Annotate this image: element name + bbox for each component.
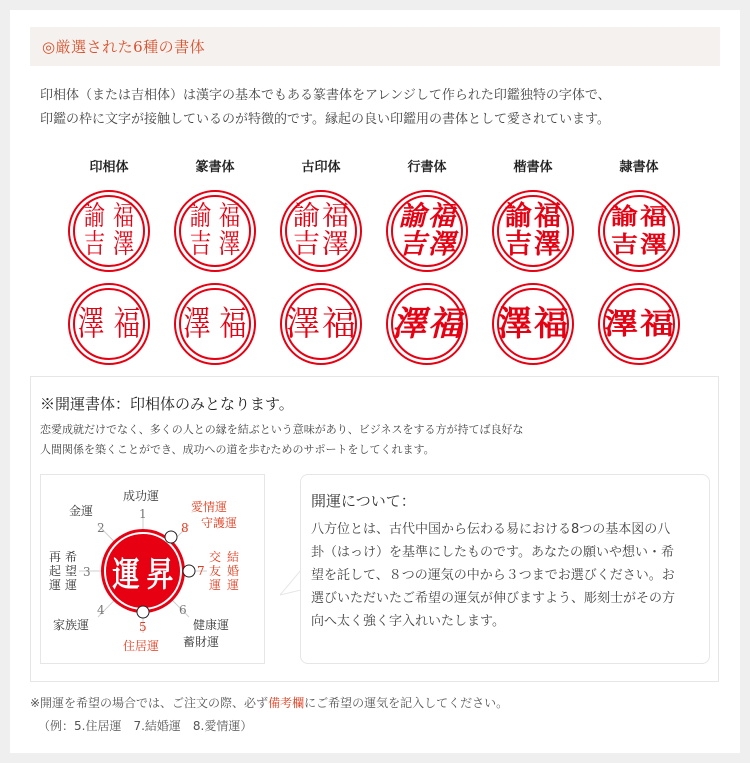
seal-four-char: 吉	[505, 229, 532, 260]
seal-four-char: 吉	[189, 229, 212, 260]
seal-characters	[70, 192, 148, 270]
about-kaiun-title: 開運について：	[311, 492, 416, 510]
seal-two-char: 福	[640, 307, 674, 341]
font-name-label: 印相体	[89, 160, 129, 175]
seal-four-char: 福	[534, 201, 561, 232]
seal-two-char: 福	[219, 304, 247, 344]
seal-column	[81, 203, 108, 259]
order-note	[30, 692, 508, 738]
seal-four-char: 福	[428, 201, 455, 232]
kaiun-description	[40, 420, 523, 460]
about-line: 八方位とは、古代中国から伝わる易における8つの基本図の八	[311, 522, 671, 537]
speech-bubble-tail	[280, 570, 302, 600]
font-name-label: 楷書体	[513, 160, 553, 175]
seal-four-char: 吉	[83, 229, 106, 260]
seal-column	[392, 306, 426, 342]
seal-characters	[282, 285, 360, 363]
seal-four-char: 福	[218, 201, 241, 232]
seal-column	[110, 203, 137, 259]
seal-column	[428, 203, 455, 259]
font-name-label: 古印体	[301, 160, 341, 175]
seal-sample-fullname	[280, 190, 362, 272]
label-kazoku: 家族運	[53, 618, 90, 632]
seal-sample-fullname	[386, 190, 468, 272]
seal-sample-fullname	[174, 190, 256, 272]
seal-column	[322, 203, 349, 259]
seal-four-char: 福	[322, 201, 349, 232]
seal-two-char: 澤	[77, 304, 105, 344]
seal-two-char: 澤	[392, 304, 426, 344]
about-line: 選びいただいたご希望の運気が伸びますよう、彫刻士がその方	[311, 591, 676, 606]
direction-number: 6	[179, 603, 187, 617]
about-line: 卦（はっけ）を基準にしたものです。あなたの願いや想い・希	[311, 545, 674, 560]
seal-four-char: 澤	[640, 231, 667, 258]
label-chikuzai: 蓄財運	[183, 635, 220, 649]
seal-column	[286, 306, 320, 342]
diagram-seal-char: 運	[112, 554, 140, 595]
seal-column	[498, 306, 532, 342]
seal-column	[293, 203, 320, 259]
seal-sample-surname	[68, 283, 150, 365]
seal-sample-surname	[598, 283, 680, 365]
seal-two-char: 澤	[183, 304, 211, 344]
label-koyu: 交 友 運	[209, 550, 222, 592]
seal-sample-surname	[280, 283, 362, 365]
seal-sample-fullname	[492, 190, 574, 272]
seal-four-char: 諭	[83, 201, 106, 232]
diagram-seal-chars	[107, 537, 179, 605]
about-line: 向へ太く強く字入れいたします。	[311, 614, 505, 629]
seal-column	[74, 306, 108, 342]
seal-column	[399, 203, 426, 259]
seal-four-char: 諭	[293, 201, 320, 232]
font-name-label: 行書体	[407, 160, 447, 175]
kaiun-line: 人間関係を築くことができ、成功への道を歩むためのサポートをしてくれます。	[40, 443, 435, 456]
seal-two-char: 澤	[604, 307, 638, 341]
seal-four-char: 諭	[189, 201, 212, 232]
seal-four-char: 吉	[611, 231, 638, 258]
direction-number: 2	[97, 521, 105, 535]
label-kibou: 希 望 運	[65, 550, 78, 592]
seal-characters	[176, 285, 254, 363]
direction-number: 4	[97, 603, 105, 617]
label-kekkon: 結 婚 運	[227, 550, 240, 592]
seal-two-char: 澤	[286, 304, 320, 344]
seal-characters	[388, 285, 466, 363]
kaiun-title: ※開運書体：印相体のみとなります。	[40, 395, 294, 413]
about-kaiun-body	[311, 518, 706, 633]
seal-two-char: 澤	[498, 304, 532, 344]
section-heading-text: ◎厳選された6種の書体	[42, 38, 206, 56]
about-line: 望を託して、８つの運気の中から３つまでお選びください。お	[311, 568, 675, 583]
seal-characters	[494, 192, 572, 270]
seal-column	[611, 203, 638, 259]
direction-number: 1	[139, 507, 147, 521]
seal-two-char: 福	[428, 304, 462, 344]
seal-four-char: 澤	[534, 229, 561, 260]
seal-sample-surname	[174, 283, 256, 365]
seal-four-char: 澤	[428, 229, 455, 260]
seal-column	[505, 203, 532, 259]
label-seikou: 成功運	[123, 489, 160, 503]
direction-number: 3	[83, 565, 91, 579]
seal-column	[180, 306, 214, 342]
intro-line: 印鑑の枠に文字が接触しているのが特徴的です。縁起の良い印鑑用の書体として愛されています。	[40, 112, 610, 127]
remarks-field-highlight: 備考欄	[268, 696, 305, 710]
seal-column	[604, 306, 638, 342]
seal-four-char: 諭	[505, 201, 532, 232]
intro-text	[40, 84, 710, 132]
seal-column	[640, 306, 674, 342]
kaiun-line: 恋愛成就だけでなく、多くの人との縁を結ぶという意味があり、ビジネスをする方が持てば良好な	[40, 423, 524, 436]
seal-sample-fullname	[68, 190, 150, 272]
seal-characters	[176, 192, 254, 270]
seal-column	[110, 306, 144, 342]
label-kinun: 金運	[69, 504, 94, 518]
seal-column	[640, 203, 667, 259]
label-shugo: 守護運	[201, 516, 238, 530]
label-aijou: 愛情運	[191, 500, 228, 514]
seal-four-char: 澤	[112, 229, 135, 260]
direction-number: 7	[197, 564, 205, 578]
seal-characters	[282, 192, 360, 270]
seal-column	[322, 306, 356, 342]
seal-four-char: 澤	[218, 229, 241, 260]
font-name-label: 隷書体	[619, 160, 659, 175]
seal-two-char: 福	[534, 304, 568, 344]
label-jukyo: 住居運	[123, 639, 160, 653]
seal-four-char: 諭	[611, 203, 638, 230]
seal-characters	[600, 192, 678, 270]
seal-four-char: 吉	[293, 229, 320, 260]
section-heading	[30, 27, 720, 66]
font-name-label: 篆書体	[195, 160, 235, 175]
seal-sample-surname	[492, 283, 574, 365]
seal-column	[428, 306, 462, 342]
seal-column	[534, 306, 568, 342]
seal-sample-fullname	[598, 190, 680, 272]
direction-number: 5	[139, 620, 147, 634]
seal-sample-surname	[386, 283, 468, 365]
seal-column	[534, 203, 561, 259]
eight-direction-diagram	[40, 474, 265, 664]
seal-four-char: 澤	[322, 229, 349, 260]
direction-number: 8	[181, 521, 189, 535]
seal-column	[216, 306, 250, 342]
seal-four-char: 福	[112, 201, 135, 232]
order-note-line: ※開運を希望の場合では、ご注文の際、必ず備考欄にご希望の運気を記入してください。	[30, 696, 509, 710]
seal-four-char: 吉	[399, 229, 426, 260]
order-note-example: （例：5.住居運 7.結婚運 8.愛情運）	[38, 719, 253, 733]
label-saiki: 再 起 運	[49, 550, 62, 592]
intro-line: 印相体（または吉相体）は漢字の基本でもある篆書体をアレンジして作られた印鑑独特の字体で、	[40, 88, 611, 103]
seal-column	[187, 203, 214, 259]
seal-characters	[494, 285, 572, 363]
seal-two-char: 福	[113, 304, 141, 344]
seal-column	[216, 203, 243, 259]
seal-characters	[600, 285, 678, 363]
diagram-seal-char: 昇	[146, 554, 174, 595]
seal-two-char: 福	[322, 304, 356, 344]
seal-characters	[388, 192, 466, 270]
seal-four-char: 諭	[399, 201, 426, 232]
seal-characters	[70, 285, 148, 363]
seal-four-char: 福	[640, 203, 667, 230]
label-kenko: 健康運	[193, 618, 230, 632]
